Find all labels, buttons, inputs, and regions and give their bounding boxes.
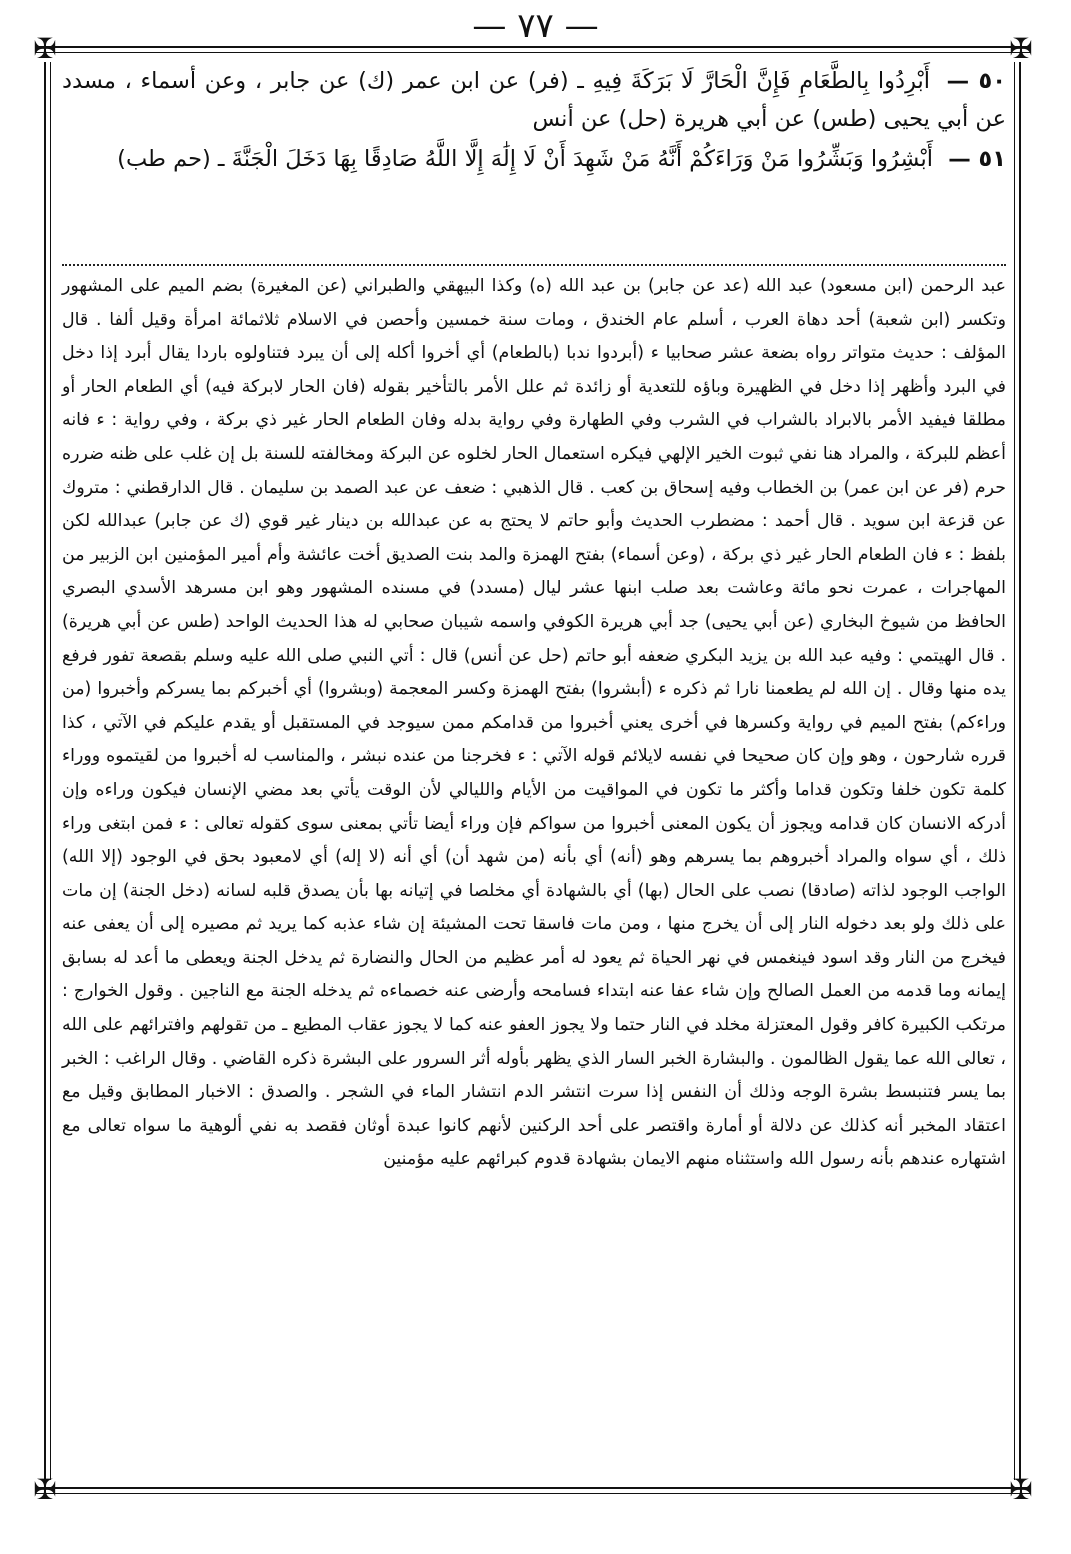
frame-border-right-inner [1014,62,1015,1480]
hadith-text: أَبْرِدُوا بِالطَّعَامِ فَإِنَّ الْحَارَّ لَا بَرَكَةَ فِيهِ ـ (فر) عن ابن عمر (ك) عن جابر ، وعن أسماء ، مسدد عن أبي يحيى (طس) عن أبي هريرة (حل) عن أنس [62,68,1006,132]
corner-ornament-icon: ✠ [1009,32,1033,65]
frame-border-bottom [36,1487,1030,1489]
hadith-section [62,62,1006,180]
hadith-51 [62,140,1006,178]
page-number: — ٧٧ — [472,6,599,46]
section-divider [62,264,1006,266]
frame-border-top [36,46,1030,48]
commentary-paragraph: عبد الرحمن (ابن مسعود) عبد الله (عد عن جابر) بن عبد الله (ه) وكذا البيهقي والطبراني (عن المغيرة) بضم الميم على المشهور وتكسر (ابن شعبة) أحد دهاة العرب ، أسلم عام الخندق ، ومات سنة خمسين وأحصن في الاسلام ثلاثمائة امرأة وقيل ألفا . قال المؤلف : حديث متواتر رواه بضعة عشر صحابيا ء (أبردوا ندبا (بالطعام) أي أخروا أكله إلى أن يبرد فتناولوه باردا يقال أبرد إذا دخل في البرد وأظهر إذا دخل في الظهيرة وباؤه للتعدية أو زائدة ثم علل الأمر بالتأخير بقوله (فان الحار لابركة فيه) أي الطعام الحار أو مطلقا فيفيد الأمر بالابراد بالشراب في الشرب وفي الطهارة وفي رواية بدله وفان الطعام الحار غير ذي بركة ، وفي رواية : ء فانه أعظم للبركة ، والمراد هنا نفي ثبوت الخير الإلهي فيكره استعمال الحار لخلوه عن البركة ومخالفته للسنة بل إن غلب على ظنه ضرره حرم (فر عن ابن عمر) بن الخطاب وفيه إسحاق بن كعب . قال الذهبي : ضعف عن عبد الصمد بن سليمان . قال الدارقطني : متروك عن قزعة ابن سويد . قال أحمد : مضطرب الحديث وأبو حاتم لا يحتج به عن عبدالله بن دينار غير قوي (ك عن جابر) عبدالله لكن بلفظ : ء فان الطعام الحار غير ذي بركة ، (وعن أسماء) بفتح الهمزة والمد بنت الصديق أخت عائشة وأم أمير المؤمنين ابن الزبير من المهاجرات ، عمرت نحو مائة وعاشت بعد صلب ابنها عشر ليال (مسدد) في مسنده المشهور وهو ابن مسرهد الأسدي البصري الحافظ من شيوخ البخاري (عن أبي يحيى) جد أبي هريرة الكوفي واسمه شيبان صحابي له هذا الحديث الواحد (طس عن أبي هريرة) . قال الهيتمي : وفيه عبد الله بن يزيد البكري ضعفه أبو حاتم (حل عن أنس) قال : أتي النبي صلى الله عليه وسلم بقصعة تفور فرفع يده منها وقال . إن الله لم يطعمنا نارا ثم ذكره ء (أبشروا) بفتح الهمزة وكسر المعجمة (وبشروا) أي أخبركم بما يسركم وأخبروا (من وراءكم) بفتح الميم في رواية وكسرها في أخرى يعني أخبروا من قدامكم ممن سيوجد في المستقبل أو يقدم عليكم في الآتي ، كذا قرره شارحون ، وهو وإن كان صحيحا في نفسه لايلائم قوله الآتي : ء فخرجنا من عنده نبشر ، والمناسب له أخبروا من لقيتموه ووراء كلمة تكون خلفا وتكون قداما وأكثر ما تكون في المواقيت من الأيام والليالي لأن الوقت يأتي بعد مضي الإنسان فيكون وراءه وإن أدركه الانسان كان قدامه ويجوز أن يكون المعنى أخبروا من سواكم فإن وراء أيضا تأتي بمعنى سوى كقوله تعالى : ء فمن ابتغى وراء ذلك ، أي سواه والمراد أخبروهم بما يسرهم وهو (أنه) أي بأنه (من شهد أن) أي أنه (لا إله) أي لامعبود بحق في الوجود (إلا الله) الواجب الوجود لذاته (صادقا) نصب على الحال (بها) أي بالشهادة أي مخلصا في إتيانه بها بأن يصدق قلبه لسانه (دخل الجنة) إن مات على ذلك ولو بعد دخوله النار إلى أن يخرج منها ، ومن مات فاسقا تحت المشيئة إن شاء عذبه كما يريد ثم مصيره إلى أن يعفى عنه فيخرج من النار وقد اسود فينغمس في نهر الحياة ثم يعود له أمر عظيم من الحال والنضارة ثم يدخل الجنة ويعطى ما أعد له بسابق إيمانه وما قدمه من العمل الصالح وإن شاء عفا عنه ابتداء فسامحه وأرضى عنه خصماءه ثم يدخله الجنة مع الناجين . وقول الخوارج : مرتكب الكبيرة كافر وقول المعتزلة مخلد في النار حتما ولا يجوز العفو عنه كما لا يجوز عقاب المطيع ـ من تقولهم وافترائهم على الله ، تعالى الله عما يقول الظالمون . والبشارة الخبر السار الذي يظهر بأوله أثر السرور على البشرة ذكره القاضي . وقال الراغب : الخبر بما يسر فتنبسط بشرة الوجه وذلك أن النفس إذا سرت انتشر الدم انتشار الماء في الشجر . والصدق : الاخبار المطابق وقيل مع اعتقاد المخبر أنه كذلك عن دلالة أو أمارة واقتصر على أحد الركنين لأنهم كانوا عبدة أوثان فقصد به نفي ألوهية ما سواه تعالى مع اشتهاره عندهم بأنه رسول الله واستثناه منهم الايمان بشهادة قدوم كبرائهم عليه مؤمنين [62,276,1006,1170]
hadith-text: أَبْشِرُوا وَبَشِّرُوا مَنْ وَرَاءَكُمْ أَنَّهُ مَنْ شَهِدَ أَنْ لَا إِلَٰهَ إِلَّا اللَّهُ صَادِقًا بِهَا دَخَلَ الْجَنَّةَ ـ (حم طب) [117,146,934,172]
hadith-50 [62,62,1006,138]
corner-ornament-icon: ✠ [33,32,57,65]
frame-border-bottom-inner [36,1493,1030,1494]
corner-ornament-icon: ✠ [33,1473,57,1506]
frame-border-left-inner [50,62,51,1480]
frame-border-right [1019,62,1021,1480]
frame-border-top-inner [36,52,1030,53]
corner-ornament-icon: ✠ [1009,1473,1033,1506]
hadith-number: ٥١ — [948,146,1006,172]
frame-border-left [44,62,46,1480]
commentary-section [62,270,1006,1177]
hadith-number: ٥٠ — [946,68,1006,94]
